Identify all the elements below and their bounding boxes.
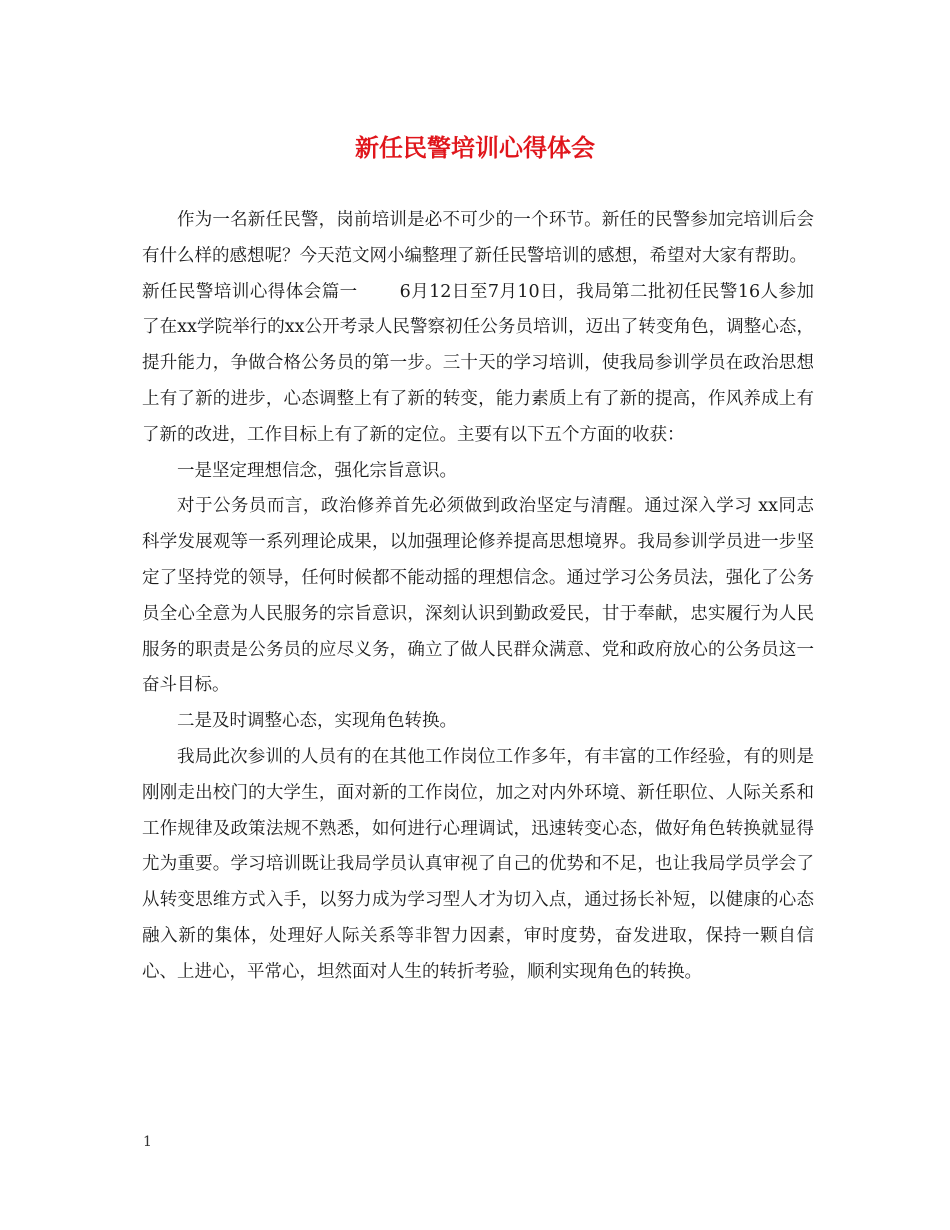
intro-paragraph: 作为一名新任民警，岗前培训是必不可少的一个环节。新任的民警参加完培训后会有什么样的感想呢？今天范文网小编整理了新任民警培训的感想，希望对大家有帮助。 — [142, 210, 814, 266]
point-one-paragraph: 对于公务员而言，政治修养首先必须做到政治坚定与清醒。通过深入学习 xx同志科学发展观等一系列理论成果，以加强理论修养提高思想境界。我局参训学员进一步坚定了坚持党的领导，任何时候都不能动摇的理想信念。通过学习公务员法，强化了公务员全心全意为人民服务的宗旨意识，深刻认识到勤政爱民，甘于奉献，忠实履行为人民服务的职责是公务员的应尽义务，确立了做人民群众满意、党和政府放心的公务员这一奋斗目标。 — [142, 496, 814, 696]
page-number: 1 — [143, 1134, 152, 1150]
point-one-heading: 一是坚定理想信念，强化宗旨意识。 — [177, 460, 457, 481]
point-two-paragraph: 我局此次参训的人员有的在其他工作岗位工作多年，有丰富的工作经验，有的则是刚刚走出校门的大学生，面对新的工作岗位，加之对内外环境、新任职位、人际关系和工作规律及政策法规不熟悉，如何进行心理调试，迅速转变心态，做好角色转换就显得尤为重要。学习培训既让我局学员认真审视了自己的优势和不足，也让我局学员学会了从转变思维方式入手，以努力成为学习型人才为切入点，通过扬长补短，以健康的心态融入新的集体，处理好人际关系等非智力因素，审时度势，奋发进取，保持一颗自信心、上进心，平常心，坦然面对人生的转折考验，顺利实现角色的转换。 — [142, 746, 814, 982]
point-two-heading: 二是及时调整心态，实现角色转换。 — [177, 711, 457, 732]
document-body — [142, 203, 814, 991]
document-title: 新任民警培训心得体会 — [355, 133, 595, 162]
section-one-paragraph: 新任民警培训心得体会篇一 6月12日至7月10日，我局第二批初任民警16人参加了在xx学院举行的xx公开考录人民警察初任公务员培训，迈出了转变角色，调整心态，提升能力，争做合格公务员的第一步。三十天的学习培训，使我局参训学员在政治思想上有了新的进步，心态调整上有了新的转变，能力素质上有了新的提高，作风养成上有了新的改进，工作目标上有了新的定位。主要有以下五个方面的收获： — [142, 281, 814, 445]
